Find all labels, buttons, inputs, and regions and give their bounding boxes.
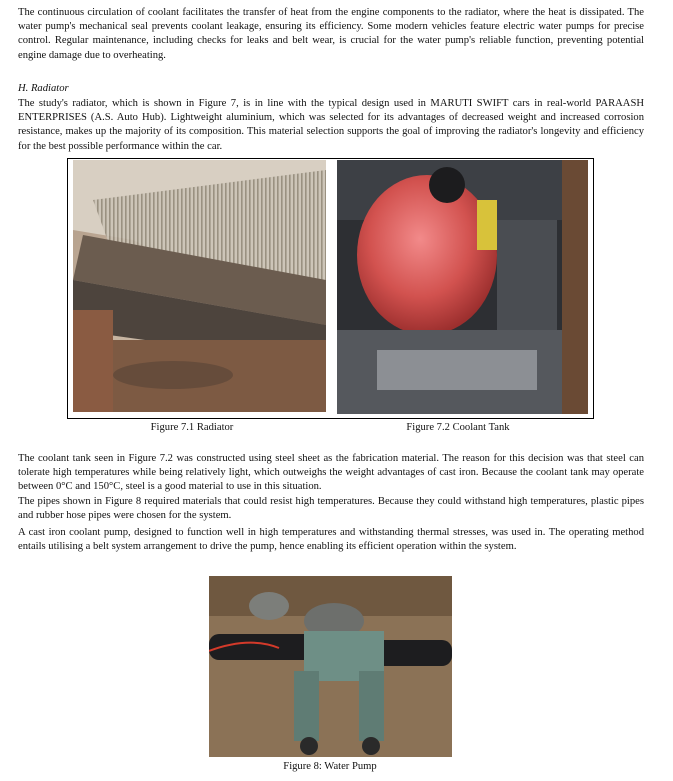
- radiator-image: [73, 160, 326, 412]
- paragraph-radiator: The study's radiator, which is shown in Figure 7, is in line with the typical design used in MARUTI SWIFT cars in real-world PARAASH ENTERPRISES (A.S. Auto Hub). Lightweight aluminium, which was selected for its advantages of decreased weight and increased corrosion resistance, makes up the majority of its composition. This material selection supports the goal of improving the radiator's longevity and efficiency for the best possible performance within the car.: [18, 98, 644, 152]
- figure-7-2-caption: Figure 7.2 Coolant Tank: [406, 422, 510, 433]
- paragraph-coolant-tank: The coolant tank seen in Figure 7.2 was constructed using steel sheet as the fabrication material. The reason for this decision was that steel can tolerate high temperatures while being relatively light, which outweighs the weight advantages of cast iron. Because the coolant tank may operate between 0°C and 150°C, steel is a good material to use in this situation.: [18, 453, 644, 493]
- figure-8-caption: Figure 8: Water Pump: [283, 761, 377, 772]
- radiator-photo: [73, 160, 326, 412]
- paragraph-water-pump: The continuous circulation of coolant facilitates the transfer of heat from the engine components to the radiator, where the heat is dissipated. The water pump's mechanical seal prevents coolant leakage, ensuring its efficiency. Some modern vehicles feature electric water pumps for precise control. Regular maintenance, including checks for leaks and belt wear, is crucial for the water pump's reliable function, preventing potential engine damage due to overheating.: [18, 7, 644, 61]
- water-pump-image: [209, 576, 452, 757]
- coolant-tank-image: [337, 160, 588, 414]
- paragraph-pipes: The pipes shown in Figure 8 required materials that could resist high temperatures. Because they could withstand high temperatures, plastic pipes and rubber hose pipes were chosen for the system.: [18, 496, 644, 522]
- figure-7-1-caption: Figure 7.1 Radiator: [150, 422, 234, 433]
- coolant-tank-photo: [337, 160, 588, 414]
- section-heading-radiator: H. Radiator: [18, 83, 69, 94]
- water-pump-photo: [209, 576, 452, 757]
- paragraph-coolant-pump: A cast iron coolant pump, designed to function well in high temperatures and withstanding thermal stresses, was used in. The operating method entails utilising a belt system arrangement to drive the pump, hence enabling its efficient operation within the system.: [18, 527, 644, 553]
